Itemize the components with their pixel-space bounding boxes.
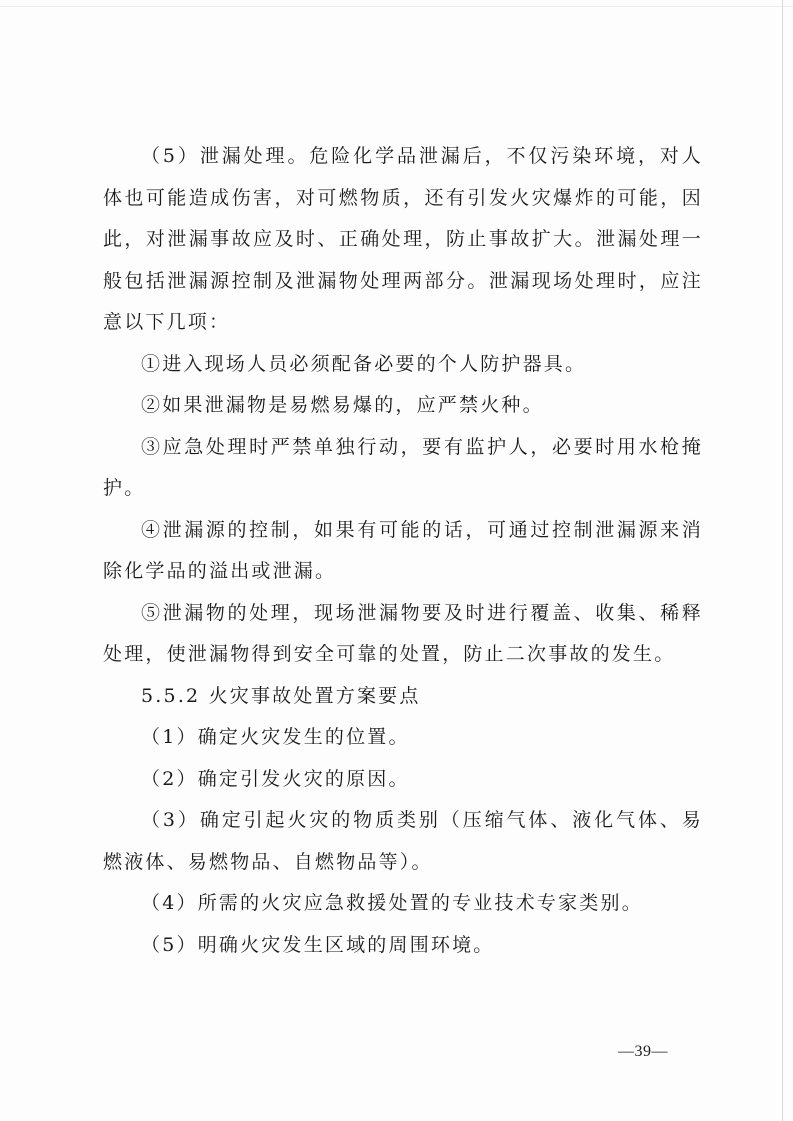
paragraph-fire-1: （1）确定火灾发生的位置。 bbox=[141, 726, 410, 748]
paragraph-item-3: ③应急处理时严禁单独行动，要有监护人，必要时用水枪掩护。 bbox=[103, 435, 703, 499]
paragraph-fire-5: （5）明确火灾发生区域的周围环境。 bbox=[141, 933, 495, 956]
scan-edge-top bbox=[0, 6, 793, 7]
paragraph-fire-2: （2）确定引发火灾的原因。 bbox=[141, 767, 410, 790]
paragraph-leak-handling: （5）泄漏处理。危险化学品泄漏后，不仅污染环境，对人体也可能造成伤害，对可燃物质，还有引发火灾爆炸的可能，因此，对泄漏事故应及时、正确处理，防止事故扩大。泄漏处理一般包括泄漏源控制及泄漏物处理两部分。泄漏现场处理时，应注意以下几项： bbox=[103, 145, 703, 333]
scan-edge-right bbox=[782, 0, 783, 1121]
paragraph-item-5: ⑤泄漏物的处理，现场泄漏物要及时进行覆盖、收集、稀释处理，使泄漏物得到安全可靠的处置，防止二次事故的发生。 bbox=[103, 601, 703, 665]
paragraph-item-2: ②如果泄漏物是易燃易爆的，应严禁火种。 bbox=[141, 394, 544, 416]
paragraph-fire-4: （4）所需的火灾应急救援处置的专业技术专家类别。 bbox=[141, 892, 643, 914]
page-number: —39— bbox=[618, 1043, 668, 1060]
paragraph-fire-3: （3）确定引起火灾的物质类别（压缩气体、液化气体、易燃液体、易燃物品、自燃物品等）。 bbox=[103, 809, 703, 873]
paragraph-item-4: ④泄漏源的控制，如果有可能的话，可通过控制泄漏源来消除化学品的溢出或泄漏。 bbox=[103, 518, 703, 582]
section-heading-fire: 5.5.2 火灾事故处置方案要点 bbox=[141, 684, 421, 707]
paragraph-item-1: ①进入现场人员必须配备必要的个人防护器具。 bbox=[141, 352, 587, 375]
document-body bbox=[103, 136, 703, 966]
